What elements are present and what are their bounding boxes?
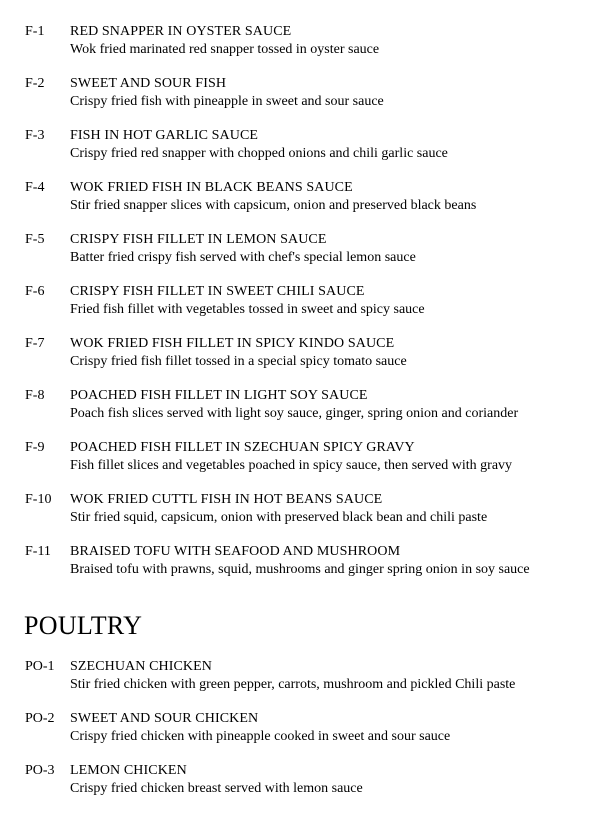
item-name: RED SNAPPER IN OYSTER SAUCE (70, 24, 292, 39)
item-description: Fish fillet slices and vegetables poached in spicy sauce, then served with gravy (70, 458, 513, 473)
item-name: CRISPY FISH FILLET IN SWEET CHILI SAUCE (70, 284, 365, 299)
item-description: Crispy fried red snapper with chopped onions and chili garlic sauce (70, 146, 448, 161)
item-name: WOK FRIED FISH IN BLACK BEANS SAUCE (70, 180, 353, 195)
item-description: Fried fish fillet with vegetables tossed in sweet and spicy sauce (70, 302, 425, 317)
item-name: SWEET AND SOUR FISH (70, 76, 227, 91)
item-description: Wok fried marinated red snapper tossed in oyster sauce (70, 42, 380, 57)
item-name: SZECHUAN CHICKEN (70, 659, 212, 674)
item-description: Stir fried chicken with green pepper, carrots, mushroom and pickled Chili paste (70, 677, 516, 692)
item-code: F-11 (25, 544, 51, 559)
item-description: Stir fried snapper slices with capsicum, onion and preserved black beans (70, 198, 477, 213)
item-code: F-3 (25, 128, 45, 143)
item-code: F-10 (25, 492, 52, 507)
item-code: F-2 (25, 76, 45, 91)
item-description: Crispy fried fish with pineapple in sweet and sour sauce (70, 94, 384, 109)
item-code: PO-3 (25, 763, 55, 778)
item-description: Crispy fried chicken breast served with lemon sauce (70, 781, 363, 796)
item-code: PO-2 (25, 711, 55, 726)
item-description: Stir fried squid, capsicum, onion with preserved black bean and chili paste (70, 510, 488, 525)
item-code: PO-1 (25, 659, 55, 674)
section-title-poultry: POULTRY (24, 611, 143, 640)
item-name: WOK FRIED FISH FILLET IN SPICY KINDO SAUCE (70, 336, 395, 351)
item-code: F-4 (25, 180, 45, 195)
item-description: Crispy fried fish fillet tossed in a special spicy tomato sauce (70, 354, 407, 369)
item-code: F-6 (25, 284, 45, 299)
item-name: CRISPY FISH FILLET IN LEMON SAUCE (70, 232, 327, 247)
item-description: Braised tofu with prawns, squid, mushrooms and ginger spring onion in soy sauce (70, 562, 530, 577)
item-description: Batter fried crispy fish served with chef's special lemon sauce (70, 250, 416, 265)
item-code: F-8 (25, 388, 45, 403)
item-code: F-7 (25, 336, 45, 351)
item-code: F-5 (25, 232, 45, 247)
item-name: LEMON CHICKEN (70, 763, 187, 778)
item-name: SWEET AND SOUR CHICKEN (70, 711, 259, 726)
item-name: POACHED FISH FILLET IN SZECHUAN SPICY GRAVY (70, 440, 415, 455)
item-code: F-1 (25, 24, 45, 39)
item-description: Poach fish slices served with light soy sauce, ginger, spring onion and coriander (70, 406, 519, 421)
item-name: FISH IN HOT GARLIC SAUCE (70, 128, 259, 143)
item-name: WOK FRIED CUTTL FISH IN HOT BEANS SAUCE (70, 492, 383, 507)
item-name: POACHED FISH FILLET IN LIGHT SOY SAUCE (70, 388, 368, 403)
item-name: BRAISED TOFU WITH SEAFOOD AND MUSHROOM (70, 544, 401, 559)
item-code: F-9 (25, 440, 45, 455)
item-description: Crispy fried chicken with pineapple cooked in sweet and sour sauce (70, 729, 451, 744)
